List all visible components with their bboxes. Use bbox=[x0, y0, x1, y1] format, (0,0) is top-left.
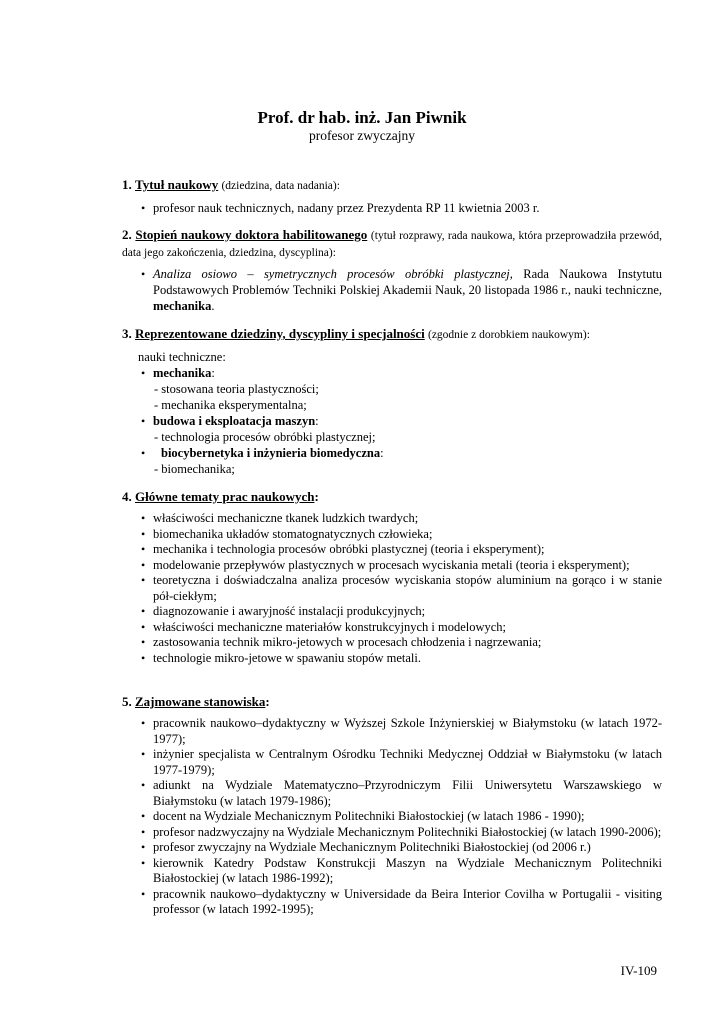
bullet-list bbox=[122, 716, 662, 918]
list-item: • biomechanika układów stomatognatycznych człowieka; bbox=[122, 527, 662, 543]
list-item: • diagnozowanie i awaryjność instalacji produkcyjnych; bbox=[122, 604, 662, 620]
section-keyword: Reprezentowane dziedziny, dyscypliny i specjalności bbox=[135, 326, 425, 341]
list-item: • kierownik Katedry Podstaw Konstrukcji Maszyn na Wydziale Mechanicznym Politechniki Białostockiej (w latach 1986-1992); bbox=[122, 856, 662, 887]
list-item: • zastosowania technik mikro-jetowych w procesach chłodzenia i nagrzewania; bbox=[122, 635, 662, 651]
bullet-list bbox=[122, 365, 662, 381]
section-number: 3. bbox=[122, 326, 132, 341]
item-end: . bbox=[211, 299, 215, 313]
section-keyword: Zajmowane stanowiska bbox=[135, 694, 266, 709]
discipline-name: mechanika bbox=[153, 366, 212, 380]
section-keyword: Stopień naukowy doktora habilitowanego bbox=[135, 227, 368, 242]
list-item bbox=[122, 413, 662, 429]
section-note: (zgodnie z dorobkiem naukowym): bbox=[427, 329, 590, 341]
section-heading bbox=[122, 177, 662, 194]
list-item: • profesor nauk technicznych, nadany przez Prezydenta RP 11 kwietnia 2003 r. bbox=[122, 200, 662, 216]
sub-item: - technologia procesów obróbki plastycznej; bbox=[154, 430, 376, 444]
bullet-list bbox=[122, 266, 662, 314]
section-disciplines bbox=[122, 326, 662, 477]
list-item: • inżynier specjalista w Centralnym Ośrodku Techniki Medycznej Oddział w Białymstoku (w latach 1977-1979); bbox=[122, 747, 662, 778]
page-subtitle: profesor zwyczajny bbox=[308, 128, 416, 143]
bullet-list bbox=[122, 511, 662, 666]
section-note: (dziedzina, data nadania): bbox=[221, 180, 340, 192]
list-item: • profesor nadzwyczajny na Wydziale Mechanicznym Politechniki Białostockiej (w latach 1990-2006); bbox=[122, 825, 662, 841]
list-item bbox=[122, 365, 662, 381]
dissertation-title: Analiza osiowo – symetrycznych procesów obróbki plastycznej, bbox=[153, 267, 513, 281]
section-positions bbox=[122, 694, 662, 918]
list-item: • modelowanie przepływów plastycznych w procesach wyciskania metali (teoria i eksperyment); bbox=[122, 558, 662, 574]
section-keyword: Tytuł naukowy bbox=[135, 177, 219, 192]
item-bold: mechanika bbox=[153, 299, 212, 313]
list-item: • pracownik naukowo–dydaktyczny w Universidade da Beira Interior Covilha w Portugalii - visiting professor (w latach 1992-1995); bbox=[122, 887, 662, 918]
item-text: Rada Naukowa Instytutu Podstawowych Problemów Techniki Polskiej Akademii Nauk, 20 listopada 1986 r., nauki techniczne, bbox=[153, 267, 662, 297]
list-item: • teoretyczna i doświadczalna analiza procesów wyciskania stopów aluminium na gorąco i w stanie pół-ciekłym; bbox=[122, 573, 662, 604]
section-note: (tytuł rozprawy, rada naukowa, która przeprowadziła przewód, data jego zakończenia, dziedzina, dyscyplina): bbox=[122, 230, 663, 259]
discipline-intro: nauki techniczne: bbox=[138, 350, 226, 364]
list-item: • pracownik naukowo–dydaktyczny w Wyższej Szkole Inżynierskiej w Białymstoku (w latach 1972-1977); bbox=[122, 716, 662, 747]
list-item: • docent na Wydziale Mechanicznym Politechniki Białostockiej (w latach 1986 - 1990); bbox=[122, 809, 662, 825]
page-title: Prof. dr hab. inż. Jan Piwnik bbox=[257, 108, 467, 127]
discipline-name: biocybernetyka i inżynieria biomedyczna bbox=[161, 446, 381, 460]
discipline-sep: : bbox=[380, 446, 384, 460]
section-heading bbox=[122, 489, 662, 505]
section-academic-title bbox=[122, 177, 662, 216]
section-research-topics bbox=[122, 489, 662, 666]
page-number: IV-109 bbox=[620, 963, 657, 978]
list-item bbox=[122, 266, 662, 314]
sub-item: - biomechanika; bbox=[154, 462, 235, 476]
discipline-sep: : bbox=[315, 414, 319, 428]
sub-item: - stosowana teoria plastyczności; bbox=[154, 382, 319, 396]
bullet-list bbox=[122, 413, 662, 429]
list-item bbox=[122, 445, 662, 461]
section-number: 5. bbox=[122, 694, 132, 709]
sub-item: - mechanika eksperymentalna; bbox=[154, 398, 307, 412]
section-habilitation bbox=[122, 227, 662, 314]
section-heading bbox=[122, 326, 662, 343]
section-number: 2. bbox=[122, 227, 132, 242]
list-item: • mechanika i technologia procesów obróbki plastycznej (teoria i eksperyment); bbox=[122, 542, 662, 558]
list-item: • adiunkt na Wydziale Matematyczno–Przyrodniczym Filii Uniwersytetu Warszawskiego w Białymstoku (w latach 1979-1986); bbox=[122, 778, 662, 809]
list-item: • właściwości mechaniczne materiałów konstrukcyjnych i modelowych; bbox=[122, 620, 662, 636]
list-item: • technologie mikro-jetowe w spawaniu stopów metali. bbox=[122, 651, 662, 667]
section-number: 1. bbox=[122, 177, 132, 192]
section-number: 4. bbox=[122, 489, 132, 504]
section-keyword: Główne tematy prac naukowych bbox=[135, 489, 315, 504]
discipline-name: budowa i eksploatacja maszyn bbox=[153, 414, 316, 428]
bullet-list bbox=[122, 445, 662, 461]
list-item: • właściwości mechaniczne tkanek ludzkich twardych; bbox=[122, 511, 662, 527]
list-item: • profesor zwyczajny na Wydziale Mechanicznym Politechniki Białostockiej (od 2006 r.) bbox=[122, 840, 662, 856]
section-colon: : bbox=[265, 694, 270, 709]
bullet-list bbox=[122, 200, 662, 216]
section-heading bbox=[122, 227, 662, 261]
section-heading bbox=[122, 694, 662, 710]
discipline-sep: : bbox=[211, 366, 215, 380]
section-colon: : bbox=[314, 489, 319, 504]
